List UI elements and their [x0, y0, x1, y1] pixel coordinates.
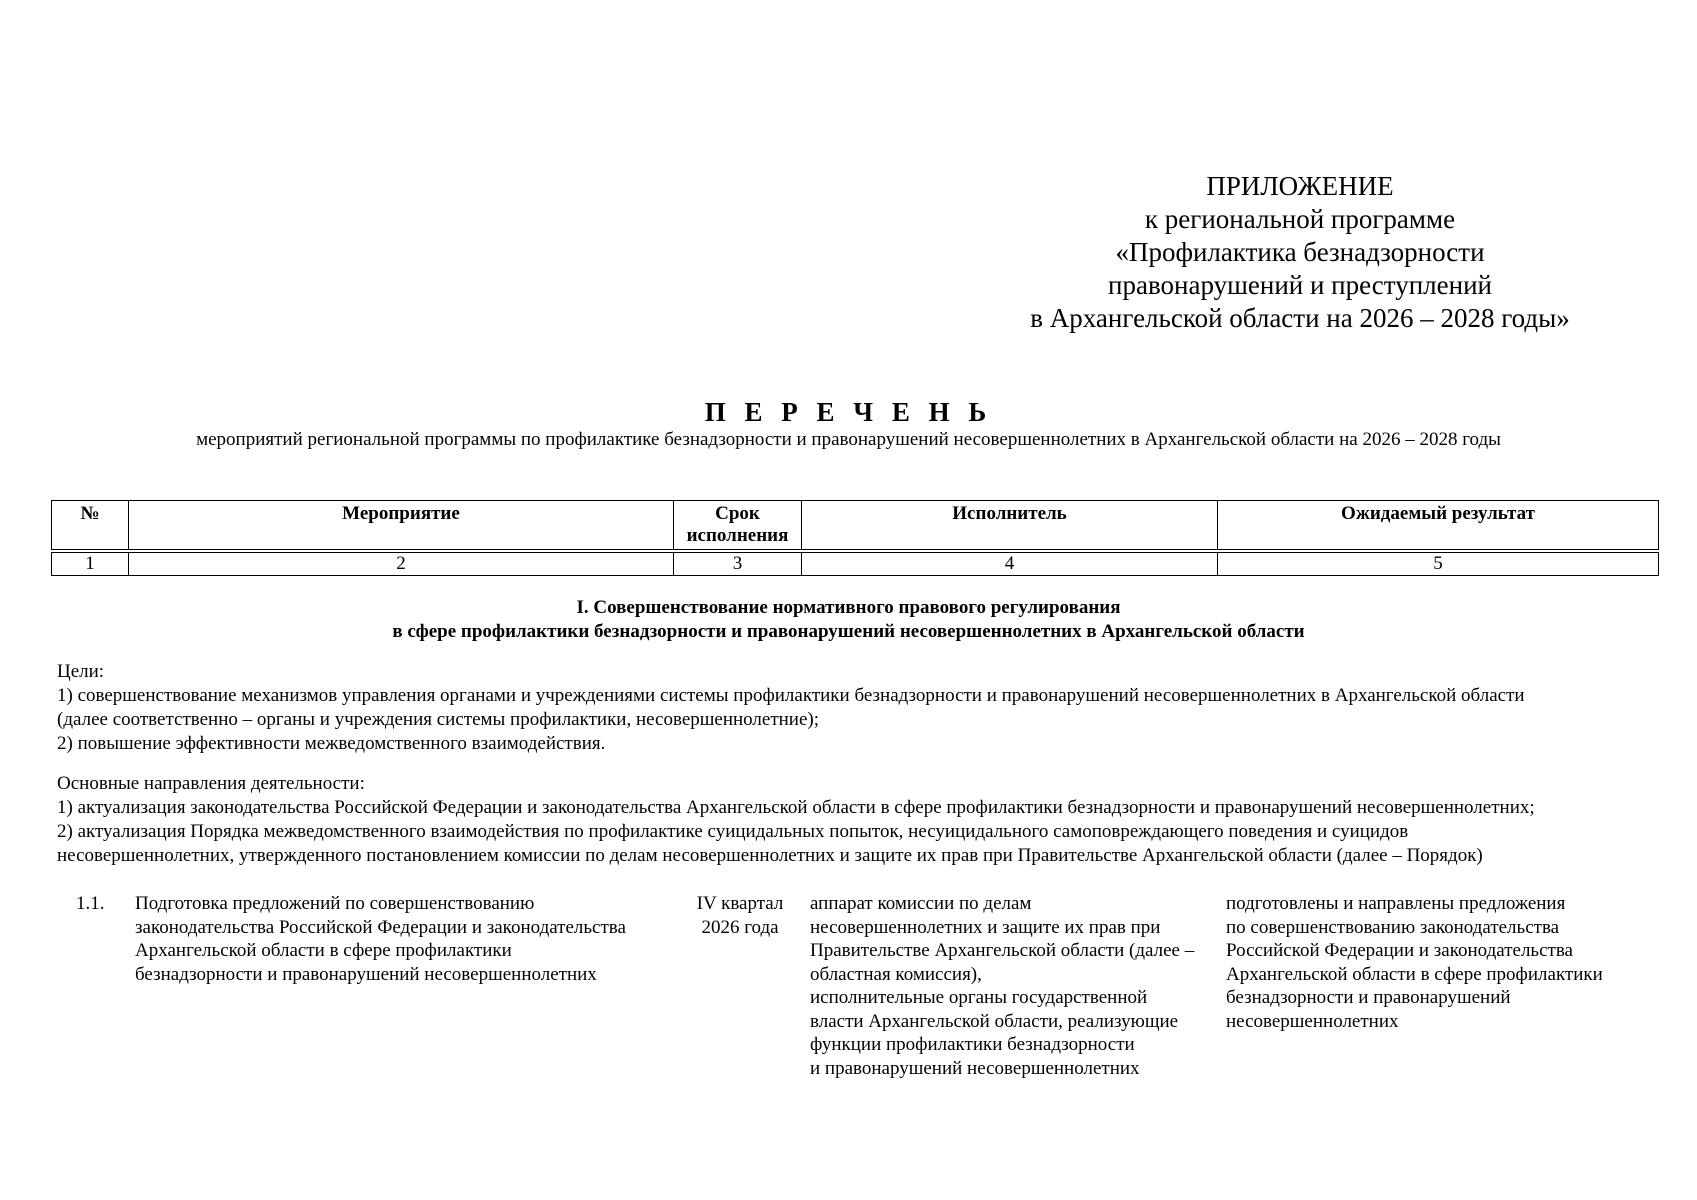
- term-line: 2026 года: [701, 916, 779, 938]
- result-line: безнадзорности и правонарушений: [1226, 987, 1511, 1008]
- result-line: Архангельской области в сфере профилактики: [1226, 963, 1603, 985]
- document-subtitle: мероприятий региональной программы по профилактике безнадзорности и правонарушений несовершеннолетних в Архангельской области на 2026 – 2028 годы: [196, 429, 1501, 450]
- executor-line: несовершеннолетних и защите их прав при: [810, 916, 1161, 938]
- goals-line: 2) повышение эффективности межведомственного взаимодействия.: [57, 733, 606, 754]
- column-header-executor: Исполнитель: [802, 501, 1218, 550]
- row-term: [690, 892, 790, 939]
- document-title: П Е Р Е Ч Е Н Ь: [704, 397, 993, 427]
- goals-block: [57, 660, 1657, 756]
- column-number: 3: [674, 553, 802, 576]
- section-line: I. Совершенствование нормативного правового регулирования: [576, 597, 1121, 618]
- directions-block: [57, 772, 1657, 868]
- column-header-action: Мероприятие: [129, 501, 674, 550]
- result-line: по совершенствованию законодательства: [1226, 916, 1560, 938]
- appendix-line: к региональной программе: [1144, 204, 1456, 234]
- action-line: безнадзорности и правонарушений несовершеннолетних: [135, 963, 597, 985]
- appendix-line: в Архангельской области на 2026 – 2028 годы»: [1030, 303, 1570, 333]
- appendix-heading: [1010, 170, 1590, 335]
- goals-line: 1) совершенствование механизмов управления органами и учреждениями системы профилактики безнадзорности и правонарушений несовершеннолетних в Архангельской области: [57, 685, 1525, 706]
- executor-line: исполнительные органы государственной: [810, 987, 1148, 1008]
- action-line: Архангельской области в сфере профилактики: [135, 940, 512, 961]
- term-line: IV квартал: [696, 893, 784, 914]
- section-heading: [0, 596, 1697, 644]
- action-line: Подготовка предложений по совершенствованию: [135, 893, 535, 914]
- executor-line: власти Архангельской области, реализующие: [810, 1010, 1179, 1032]
- goals-line: (далее соответственно – органы и учреждения системы профилактики, несовершеннолетние);: [57, 709, 820, 730]
- directions-line: несовершеннолетних, утвержденного постановлением комиссии по делам несовершеннолетних и защите их прав при Правительстве Архангельской области (далее – Порядок): [57, 845, 1483, 866]
- result-line: несовершеннолетних: [1226, 1010, 1399, 1032]
- appendix-line: «Профилактика безнадзорности: [1115, 237, 1485, 267]
- result-line: подготовлены и направлены предложения: [1226, 893, 1566, 914]
- row-action: [135, 892, 626, 986]
- executor-line: и правонарушений несовершеннолетних: [810, 1057, 1140, 1079]
- executor-line: Правительстве Архангельской области (далее –: [810, 940, 1195, 961]
- executor-line: функции профилактики безнадзорности: [810, 1034, 1135, 1055]
- executor-line: аппарат комиссии по делам: [810, 893, 1032, 914]
- row-executor: [810, 892, 1194, 1080]
- column-header-term: Срок исполнения: [674, 501, 802, 550]
- row-result: [1226, 892, 1603, 1033]
- appendix-line: правонарушений и преступлений: [1108, 270, 1492, 300]
- directions-line: 2) актуализация Порядка межведомственного взаимодействия по профилактике суицидальных попыток, несуицидального самоповреждающего поведения и суицидов: [57, 821, 1409, 842]
- column-number: 4: [802, 553, 1218, 576]
- section-line: в сфере профилактики безнадзорности и правонарушений несовершеннолетних в Архангельской области: [392, 621, 1305, 642]
- executor-line: областная комиссия),: [810, 963, 982, 985]
- directions-line: 1) актуализация законодательства Российской Федерации и законодательства Архангельской области в сфере профилактики безнадзорности и правонарушений несовершеннолетних;: [57, 797, 1535, 818]
- result-line: Российской Федерации и законодательства: [1226, 940, 1573, 961]
- goals-line: Цели:: [57, 661, 105, 682]
- appendix-line: ПРИЛОЖЕНИЕ: [1206, 171, 1394, 201]
- directions-line: Основные направления деятельности:: [57, 773, 365, 794]
- column-number: 5: [1218, 553, 1659, 576]
- column-header-number: №: [52, 501, 129, 550]
- column-number: 2: [129, 553, 674, 576]
- action-line: законодательства Российской Федерации и законодательства: [135, 916, 626, 938]
- row-number: 1.1.: [76, 893, 105, 914]
- table-header: [51, 500, 1659, 576]
- column-number: 1: [52, 553, 129, 576]
- column-header-result: Ожидаемый результат: [1218, 501, 1659, 550]
